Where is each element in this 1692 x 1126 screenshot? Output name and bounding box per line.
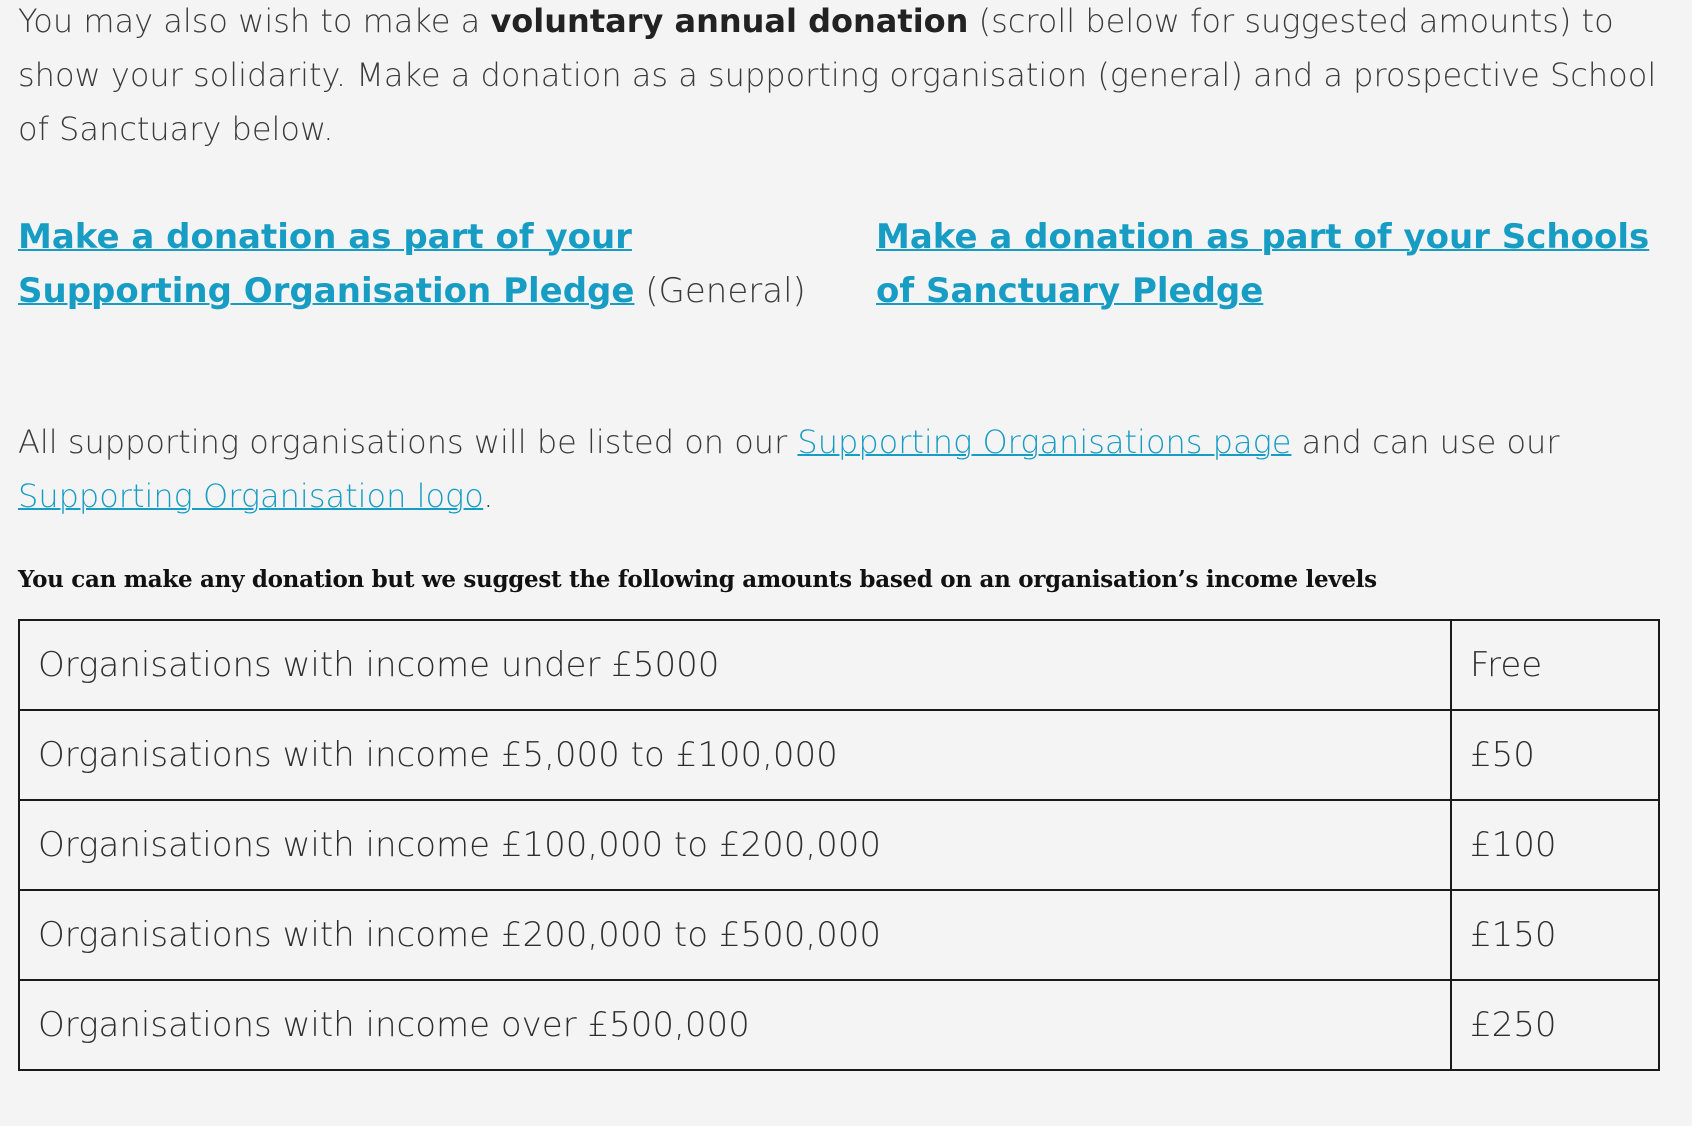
- donation-amount-cell: £100: [1451, 800, 1659, 890]
- supporting-organisations-page-link[interactable]: Supporting Organisations page: [797, 423, 1292, 461]
- table-row: [19, 980, 1659, 1070]
- income-band-cell: Organisations with income £5,000 to £100,000: [19, 710, 1451, 800]
- suggested-amounts-heading: You can make any donation but we suggest the following amounts based on an organisation’s income levels: [18, 566, 1377, 593]
- donation-amount-cell: £50: [1451, 710, 1659, 800]
- intro-bold-text: voluntary annual donation: [490, 2, 969, 40]
- income-band-cell: Organisations with income over £500,000: [19, 980, 1451, 1070]
- donation-amount-cell: £150: [1451, 890, 1659, 980]
- table-row: [19, 800, 1659, 890]
- income-band-cell: Organisations with income under £5000: [19, 620, 1451, 710]
- supporting-organisation-logo-link[interactable]: Supporting Organisation logo: [18, 477, 484, 515]
- listed-text-middle: and can use our: [1291, 423, 1560, 461]
- intro-text-start: You may also wish to make a: [18, 2, 491, 40]
- supporting-organisation-pledge: [18, 210, 848, 318]
- income-band-cell: Organisations with income £200,000 to £500,000: [19, 890, 1451, 980]
- listed-paragraph: [18, 415, 1658, 523]
- suggested-donations-table: [18, 619, 1660, 1071]
- income-band-cell: Organisations with income £100,000 to £200,000: [19, 800, 1451, 890]
- table-row: [19, 620, 1659, 710]
- schools-of-sanctuary-pledge: [876, 210, 1666, 318]
- donation-amount-cell: £250: [1451, 980, 1659, 1070]
- listed-text-start: All supporting organisations will be listed on our: [18, 423, 798, 461]
- schools-of-sanctuary-pledge-link[interactable]: Make a donation as part of your Schools of Sanctuary Pledge: [876, 217, 1650, 311]
- listed-text-end: .: [483, 477, 494, 515]
- table-row: [19, 710, 1659, 800]
- supporting-organisation-pledge-link[interactable]: Make a donation as part of your Supporting Organisation Pledge: [18, 217, 635, 311]
- intro-paragraph: [18, 0, 1658, 156]
- table-row: [19, 890, 1659, 980]
- donation-amount-cell: Free: [1451, 620, 1659, 710]
- intro-text-end: (scroll below for suggested amounts) to show your solidarity. Make a donation as a supporting organisation (general) and a prospective School of Sanctuary below.: [18, 2, 1657, 148]
- general-label: (General): [634, 271, 806, 311]
